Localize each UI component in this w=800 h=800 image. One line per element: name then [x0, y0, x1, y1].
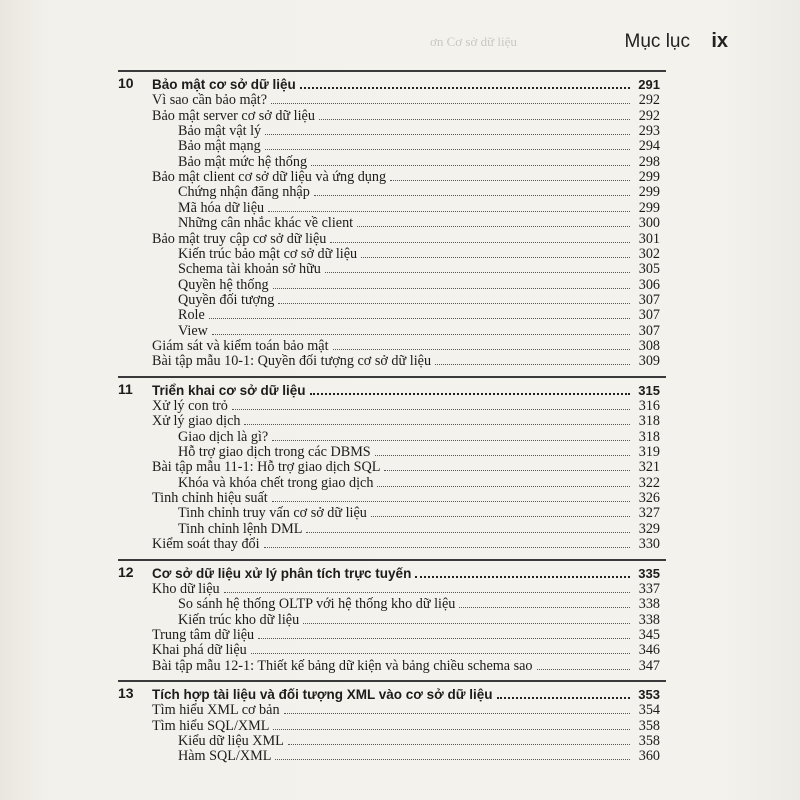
toc-chapter-entry[interactable]	[118, 684, 660, 702]
entry-page-number: 335	[638, 565, 660, 581]
entry-title: Bài tập mẫu 12-1: Thiết kế bảng dữ kiện và bảng chiều schema sao	[152, 657, 533, 674]
entry-page-number: 326	[638, 490, 660, 507]
entry-title: Triển khai cơ sở dữ liệu	[152, 382, 306, 398]
entry-title: Tích hợp tài liệu và đối tượng XML vào cơ sở dữ liệu	[152, 686, 493, 702]
entry-title: Bảo mật server cơ sở dữ liệu	[152, 107, 315, 124]
dot-leader	[275, 748, 630, 760]
toc-entry[interactable]	[178, 323, 660, 338]
toc-entry[interactable]	[178, 246, 660, 261]
entry-title: Tinh chỉnh lệnh DML	[178, 520, 303, 537]
toc-chapter-entry[interactable]	[118, 380, 660, 398]
dot-leader	[278, 292, 630, 304]
dot-leader	[273, 718, 630, 730]
entry-page-number: 292	[638, 107, 660, 124]
toc-entry[interactable]	[178, 184, 660, 199]
toc-entry[interactable]	[178, 444, 660, 459]
chapter-rule	[118, 376, 666, 378]
dot-leader	[415, 565, 630, 578]
toc-entry[interactable]	[152, 581, 660, 596]
entry-title: Kiến trúc bảo mật cơ sở dữ liệu	[178, 245, 358, 262]
dot-leader	[273, 277, 630, 289]
dot-leader	[303, 612, 630, 624]
entry-title: Tìm hiểu SQL/XML	[152, 717, 270, 734]
running-title: Mục lục	[624, 31, 690, 52]
entry-title: Bảo mật client cơ sở dữ liệu và ứng dụng	[152, 169, 387, 186]
toc-entry[interactable]	[152, 338, 660, 353]
dot-leader	[265, 123, 630, 135]
entry-title: View	[178, 322, 208, 339]
toc-entry[interactable]	[152, 413, 660, 428]
dot-leader	[251, 642, 630, 654]
entry-title: Bảo mật truy cập cơ sở dữ liệu	[152, 230, 327, 247]
dot-leader	[265, 138, 630, 150]
entry-page-number: 330	[638, 536, 660, 553]
toc-entry[interactable]	[152, 108, 660, 123]
entry-page-number: 307	[638, 291, 660, 308]
entry-page-number: 293	[638, 123, 660, 140]
entry-page-number: 358	[638, 717, 660, 734]
entry-page-number: 338	[638, 611, 660, 628]
toc-entry[interactable]	[178, 596, 660, 611]
entry-title: Chứng nhận đăng nhập	[178, 184, 310, 201]
entry-page-number: 321	[638, 459, 660, 476]
entry-title: Mã hóa dữ liệu	[178, 199, 265, 216]
entry-title: Tinh chỉnh truy vấn cơ sở dữ liệu	[178, 505, 367, 522]
entry-page-number: 299	[638, 184, 660, 201]
toc-entry[interactable]	[152, 92, 660, 107]
toc-entry[interactable]	[178, 138, 660, 153]
toc-chapter-entry[interactable]	[118, 75, 660, 92]
toc-entry[interactable]	[152, 658, 660, 673]
dot-leader	[371, 505, 630, 517]
entry-page-number: 300	[638, 215, 660, 232]
entry-title: Schema tài khoản sở hữu	[178, 261, 321, 278]
toc-entry[interactable]	[178, 429, 660, 444]
entry-page-number: 354	[638, 702, 660, 719]
chapter-number: 13	[118, 684, 134, 701]
toc-entry[interactable]	[152, 718, 660, 733]
entry-title: Role	[178, 307, 205, 324]
entry-page-number: 347	[638, 657, 660, 674]
entry-title: Kiến trúc kho dữ liệu	[178, 611, 300, 628]
dot-leader	[497, 686, 631, 699]
entry-title: Bảo mật mức hệ thống	[178, 153, 308, 170]
chapter-rule	[118, 680, 666, 682]
entry-title: Kho dữ liệu	[152, 580, 220, 597]
entry-page-number: 358	[638, 733, 660, 749]
entry-page-number: 319	[638, 444, 660, 461]
dot-leader	[244, 413, 630, 425]
dot-leader	[333, 338, 630, 350]
chapter-rule	[118, 559, 666, 561]
dot-leader	[224, 581, 630, 593]
toc-entry[interactable]	[178, 154, 660, 169]
dot-leader	[306, 521, 630, 533]
toc-entry[interactable]	[178, 505, 660, 520]
toc-entry[interactable]	[178, 612, 660, 627]
chapter-rule	[118, 70, 666, 72]
dot-leader	[258, 627, 630, 639]
chapter-number: 10	[118, 75, 134, 91]
entry-title: Khóa và khóa chết trong giao dịch	[178, 474, 374, 491]
toc-entry[interactable]	[178, 277, 660, 292]
entry-page-number: 302	[638, 245, 660, 262]
dot-leader	[272, 490, 630, 502]
entry-title: Xử lý giao dịch	[152, 413, 241, 430]
entry-title: Khai phá dữ liệu	[152, 642, 247, 659]
toc-chapter-entry[interactable]	[118, 563, 660, 581]
entry-page-number: 338	[638, 596, 660, 613]
entry-page-number: 301	[638, 230, 660, 247]
entry-page-number: 327	[638, 505, 660, 522]
dot-leader	[361, 246, 630, 258]
entry-page-number: 353	[638, 686, 660, 702]
dot-leader	[390, 169, 630, 181]
toc-entry[interactable]	[178, 521, 660, 536]
entry-page-number: 299	[638, 199, 660, 216]
toc-entry[interactable]	[152, 353, 660, 368]
toc-entry[interactable]	[152, 169, 660, 184]
dot-leader	[459, 596, 630, 608]
bleed-through-text: ơn Cơ sở dữ liệu	[430, 34, 517, 49]
toc-entry[interactable]	[178, 261, 660, 276]
dot-leader	[288, 733, 630, 745]
entry-page-number: 345	[638, 626, 660, 643]
entry-title: Giám sát và kiểm toán bảo mật	[152, 337, 329, 354]
entry-title: Cơ sở dữ liệu xử lý phân tích trực tuyến	[152, 565, 412, 581]
page-number: ix	[711, 30, 728, 52]
toc-entry[interactable]	[178, 200, 660, 215]
toc-entry[interactable]	[152, 459, 660, 474]
toc-entry[interactable]	[178, 475, 660, 490]
dot-leader	[284, 702, 630, 714]
toc-entry[interactable]	[152, 536, 660, 551]
toc-entry[interactable]	[178, 215, 660, 230]
entry-page-number: 306	[638, 276, 660, 293]
entry-page-number: 298	[638, 153, 660, 170]
dot-leader	[268, 200, 630, 212]
entry-page-number: 316	[638, 398, 660, 414]
dot-leader	[325, 261, 630, 273]
entry-page-number: 360	[638, 748, 660, 765]
entry-page-number: 329	[638, 520, 660, 537]
dot-leader	[272, 429, 630, 441]
toc-entry[interactable]	[152, 231, 660, 246]
entry-title: Hàm SQL/XML	[178, 748, 272, 765]
entry-page-number: 318	[638, 413, 660, 430]
entry-title: Trung tâm dữ liệu	[152, 626, 255, 643]
entry-title: So sánh hệ thống OLTP với hệ thống kho dữ liệu	[178, 596, 456, 613]
entry-page-number: 305	[638, 261, 660, 278]
entry-page-number: 292	[638, 92, 660, 109]
entry-title: Bài tập mẫu 10-1: Quyền đối tượng cơ sở dữ liệu	[152, 353, 432, 370]
dot-leader	[310, 382, 630, 395]
entry-page-number: 346	[638, 642, 660, 659]
entry-page-number: 322	[638, 474, 660, 491]
entry-page-number: 308	[638, 337, 660, 354]
dot-leader	[314, 184, 630, 196]
entry-title: Những cân nhắc khác về client	[178, 215, 354, 232]
toc-entry[interactable]	[152, 398, 660, 413]
entry-title: Tinh chỉnh hiệu suất	[152, 490, 268, 507]
entry-title: Quyền hệ thống	[178, 276, 269, 293]
toc-entry[interactable]	[152, 642, 660, 657]
chapter-number: 12	[118, 563, 134, 580]
chapter-number: 11	[118, 380, 133, 397]
entry-title: Xử lý con trỏ	[152, 398, 228, 414]
dot-leader	[537, 658, 630, 670]
toc-entry[interactable]	[178, 748, 660, 763]
dot-leader	[377, 475, 630, 487]
dot-leader	[311, 154, 630, 166]
entry-page-number: 309	[638, 353, 660, 370]
entry-page-number: 299	[638, 169, 660, 186]
toc-entry[interactable]	[178, 292, 660, 307]
dot-leader	[271, 92, 630, 104]
dot-leader	[232, 398, 630, 410]
dot-leader	[375, 444, 630, 456]
toc-entry[interactable]	[178, 307, 660, 322]
dot-leader	[209, 307, 630, 319]
entry-page-number: 318	[638, 428, 660, 445]
entry-page-number: 291	[638, 77, 660, 92]
entry-title: Hỗ trợ giao dịch trong các DBMS	[178, 444, 371, 461]
dot-leader	[330, 231, 630, 243]
entry-title: Bảo mật cơ sở dữ liệu	[152, 77, 296, 92]
dot-leader	[384, 459, 630, 471]
dot-leader	[319, 108, 630, 120]
toc-entry[interactable]	[178, 123, 660, 138]
dot-leader	[300, 76, 630, 89]
entry-title: Vì sao cần bảo mật?	[152, 92, 268, 109]
entry-title: Bảo mật mạng	[178, 138, 261, 155]
entry-page-number: 337	[638, 580, 660, 597]
entry-page-number: 315	[638, 382, 660, 398]
toc-entry[interactable]	[178, 733, 660, 748]
dot-leader	[212, 323, 630, 335]
entry-page-number: 294	[638, 138, 660, 155]
dot-leader	[435, 353, 630, 365]
dot-leader	[264, 536, 630, 548]
entry-title: Bảo mật vật lý	[178, 123, 262, 140]
entry-title: Kiểu dữ liệu XML	[178, 733, 284, 749]
toc-entry[interactable]	[152, 627, 660, 642]
entry-title: Quyền đối tượng	[178, 291, 275, 308]
entry-page-number: 307	[638, 307, 660, 324]
entry-title: Tìm hiểu XML cơ bản	[152, 702, 280, 719]
entry-page-number: 307	[638, 322, 660, 339]
entry-title: Giao dịch là gì?	[178, 428, 269, 445]
toc-entry[interactable]	[152, 702, 660, 717]
dot-leader	[357, 215, 630, 227]
entry-title: Kiểm soát thay đổi	[152, 536, 260, 553]
entry-title: Bài tập mẫu 11-1: Hỗ trợ giao dịch SQL	[152, 459, 381, 476]
toc-entry[interactable]	[152, 490, 660, 505]
